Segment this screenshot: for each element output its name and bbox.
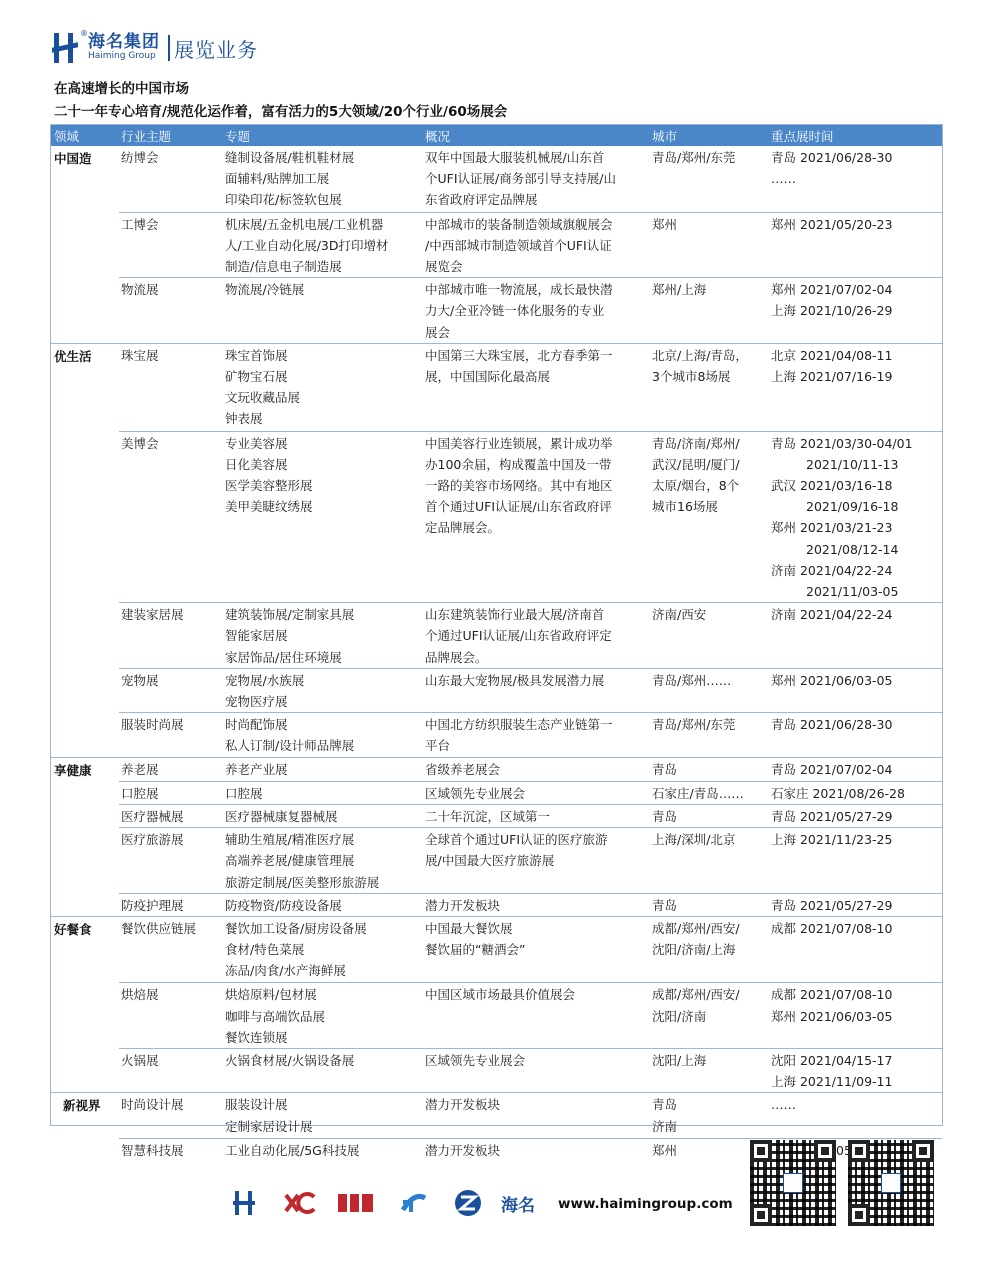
theme-cell: 物流展 [121,282,159,298]
table-row [119,917,942,983]
topic-line: 文玩收藏品展 [225,390,301,406]
summary-line: 全球首个通过UFI认证的医疗旅游 [425,832,608,848]
website-url[interactable]: www.haimingroup.com [558,1196,733,1212]
summary-line: 区域领先专业展会 [425,785,526,801]
summary-cell [425,147,649,211]
summary-line: 东省政府评定品牌展 [425,192,538,208]
date-cell [771,433,943,603]
date-cell [771,670,943,691]
date-line: 2021/10/11-13 [806,456,899,472]
summary-line: 展会 [425,324,451,340]
date-line: 济南 2021/04/22-24 [771,562,893,578]
date-line: 沈阳 2021/04/15-17 [771,1053,893,1069]
city-cell [652,433,767,518]
summary-line: 餐饮届的“糖酒会” [425,942,526,958]
table-row [119,893,942,916]
city-cell [652,783,767,804]
topic-line: 防疫物资/防疫设备展 [225,897,342,913]
city-line: 济南/西安 [652,607,707,623]
topic-cell [225,829,421,893]
city-cell [652,279,767,300]
summary-cell [425,1094,649,1115]
h-wave-logo-icon [400,1188,428,1218]
topic-cell [225,279,421,300]
city-cell [652,1050,767,1071]
haiming-logo-text: 海名 [501,1195,535,1216]
city-line: 上海/深圳/北京 [652,832,736,848]
city-line: 沈阳/上海 [652,1053,707,1069]
brand-divider [168,35,170,61]
summary-line: 中国北方纺织服装生态产业链第一 [425,717,613,733]
city-line: 郑州/上海 [652,282,707,298]
date-line: 青岛 2021/06/28-30 [771,717,893,733]
footer [0,1130,987,1240]
summary-cell [425,806,649,827]
topic-line: 珠宝首饰展 [225,347,288,363]
summary-line: 个通过UFI认证展/山东省政府评定 [425,628,612,644]
date-line: 青岛 2021/06/28-30 [771,150,893,165]
city-cell [652,918,767,960]
topic-line: 餐饮连锁展 [225,1029,288,1045]
table-row [119,668,942,712]
theme-cell: 纺博会 [121,150,159,165]
date-line: 成都 2021/07/08-10 [771,920,893,936]
topic-line: 旅游定制展/医美整形旅游展 [225,874,380,890]
table-group [51,916,942,1093]
date-cell [771,806,943,827]
city-line: 青岛 [652,1097,678,1113]
theme-cell: 智慧科技展 [121,1142,184,1158]
city-cell [652,714,767,735]
city-line: 青岛 [652,808,678,824]
summary-line: 省级养老展会 [425,761,501,777]
summary-line: 中国最大餐饮展 [425,920,513,936]
topic-line: 面辅料/贴牌加工展 [225,171,330,187]
topic-line: 日化美容展 [225,456,288,472]
city-cell [652,214,767,235]
summary-line: 定品牌展会。 [425,520,501,536]
city-line: 济南 [652,1118,678,1134]
topic-line: 机床展/五金机电展/工业机器 [225,216,384,232]
summary-cell [425,918,649,960]
date-line: …… [771,171,796,187]
topic-line: 物流展/冷链展 [225,282,305,298]
date-line: 郑州 2021/06/03-05 [771,1008,893,1024]
date-line: 郑州 2021/07/02-04 [771,282,893,298]
city-cell [652,670,767,691]
date-cell [771,604,943,625]
theme-cell: 防疫护理展 [121,897,184,913]
registered-mark: ® [80,29,88,38]
topic-cell [225,147,421,211]
topic-line: 餐饮加工设备/厨房设备展 [225,920,367,936]
exhibition-table [50,124,943,1158]
city-cell [652,604,767,625]
city-line: 成都/郑州/西安/ [652,987,740,1003]
city-line: 郑州 [652,1142,678,1158]
date-line: 上海 2021/07/16-19 [771,368,893,384]
summary-cell [425,345,649,387]
summary-line: 个UFI认证展/商务部引导支持展/山 [425,171,616,187]
date-cell [771,345,943,387]
division-title: 展览业务 [174,37,258,62]
summary-line: 展览会 [425,259,463,274]
summary-line: 中部城市的装备制造领域旗舰展会 [425,216,613,232]
summary-line: 双年中国最大服装机械展/山东首 [425,150,605,165]
headline-line-2: 二十一年专心培育/规范化运作着，富有活力的5大领域/20个行业/60场展会 [54,104,508,120]
city-cell [652,895,767,916]
summary-line: 首个通过UFI认证展/山东省政府评 [425,499,612,515]
date-cell [771,783,943,804]
column-header-topics: 专题 [225,129,251,144]
topic-line: 医疗器械康复器械展 [225,808,338,824]
topic-cell [225,1050,421,1071]
topic-line: 矿物宝石展 [225,368,288,384]
table-row [119,827,942,893]
city-line: 青岛/郑州/东莞 [652,150,736,165]
qr-code-icon [848,1140,934,1226]
summary-line: 山东最大宠物展/极具发展潜力展 [425,672,605,688]
theme-cell: 服装时尚展 [121,717,184,733]
headline-line-1: 在高速增长的中国市场 [54,81,189,97]
topic-line: 咖啡与高端饮品展 [225,1008,326,1024]
summary-line: 中国第三大珠宝展，北方春季第一 [425,347,613,363]
table-row [119,602,942,668]
date-line: 2021/05/20-23 [799,1142,893,1158]
summary-line: 平台 [425,738,451,754]
topic-line: 建筑装饰展/定制家具展 [225,607,355,623]
domain-label: 中国造 [54,151,92,166]
date-cell [771,279,943,321]
summary-cell [425,433,649,539]
city-line: 3个城市8场展 [652,368,731,384]
date-line: 石家庄 2021/08/26-28 [771,785,905,801]
city-line: 石家庄/青岛…… [652,785,744,801]
summary-line: 办100余届，构成覆盖中国及一带 [425,456,612,472]
table-row [119,146,942,212]
city-cell [652,147,767,168]
theme-cell: 建装家居展 [121,607,184,623]
city-line: 武汉/昆明/厦门/ [652,456,740,472]
date-line: 青岛 2021/05/27-29 [771,808,893,824]
date-line: 武汉 2021/03/16-18 [771,477,893,493]
mmb-logo-icon [336,1188,376,1218]
theme-cell: 餐饮供应链展 [121,920,197,936]
topic-cell [225,670,421,712]
topic-line: 医学美容整形展 [225,477,313,493]
date-cell [771,984,943,1026]
summary-line: 山东建筑装饰行业最大展/济南首 [425,607,605,623]
topic-line: 家居饰品/居住环境展 [225,649,342,665]
theme-cell: 医疗旅游展 [121,832,184,848]
topic-line: 印染印花/标签软包展 [225,192,342,208]
summary-line: 展/中国最大医疗旅游展 [425,853,555,869]
topic-line: 工业自动化展/5G科技展 [225,1142,360,1158]
column-header-domain: 领域 [54,129,80,144]
table-row [119,431,942,603]
summary-line: 品牌展会。 [425,649,488,665]
topic-line: 高端养老展/健康管理展 [225,853,355,869]
date-line: 济南 2021/04/22-24 [771,607,893,623]
table-row [119,781,942,804]
column-header-theme: 行业主题 [121,129,172,144]
summary-cell [425,829,649,871]
table-row [119,1048,942,1092]
summary-cell [425,984,649,1005]
date-line: 郑州 2021/05/20-23 [771,216,893,232]
topic-cell [225,345,421,430]
topic-line: 口腔展 [225,785,263,801]
date-line: 青岛 2021/03/30-04/01 [771,435,913,451]
theme-cell: 养老展 [121,761,159,777]
date-line: 2021/09/16-18 [806,499,899,515]
date-cell [771,759,943,780]
haiming-text-logo [498,1188,538,1218]
date-cell [771,918,943,939]
topic-line: 定制家居设计展 [225,1118,313,1134]
city-cell [652,345,767,387]
domain-label: 好餐食 [54,921,92,937]
city-cell [652,984,767,1026]
topic-cell [225,918,421,982]
topic-line: 私人订制/设计师品牌展 [225,738,355,754]
date-cell [771,1050,943,1092]
summary-cell [425,214,649,278]
domain-label: 享健康 [54,762,92,778]
date-line: 郑州 2021/03/21-23 [771,520,893,536]
city-line: 青岛 [652,761,678,777]
topic-line: 人/工业自动化展/3D打印增材 [225,237,389,253]
column-header-dates: 重点展时间 [771,129,834,144]
date-line: …… [771,1097,796,1113]
topic-line: 专业美容展 [225,435,288,451]
topic-cell [225,984,421,1048]
city-line: 青岛/郑州…… [652,672,732,688]
theme-cell: 火锅展 [121,1053,159,1069]
topic-cell [225,604,421,668]
brand [88,34,160,61]
city-line: 青岛/济南/郑州/ [652,435,740,451]
city-line: 沈阳/济南 [652,1008,707,1024]
city-line: 成都/郑州/西安/ [652,920,740,936]
topic-line: 制造/信息电子制造展 [225,259,342,274]
summary-line: 潜力开发板块 [425,897,501,913]
topic-line: 美甲美睫纹绣展 [225,499,313,515]
summary-line: 中国区域市场最具价值展会 [425,987,576,1003]
theme-cell: 工博会 [121,216,159,232]
table-body [51,146,942,1161]
theme-cell: 珠宝展 [121,347,159,363]
city-line: 北京/上海/青岛， [652,347,748,363]
topic-line: 火锅食材展/火锅设备展 [225,1053,355,1069]
date-cell [771,1094,943,1115]
date-line: 青岛 2021/07/02-04 [771,761,893,777]
summary-cell [425,1050,649,1071]
summary-cell [425,895,649,916]
date-line: 上海 2021/11/23-25 [771,832,893,848]
summary-cell [425,604,649,668]
xc-logo-icon [283,1188,319,1218]
table-row [119,277,942,343]
date-line: 成都 2021/07/08-10 [771,987,893,1003]
qr-code-icon [750,1140,836,1226]
topic-line: 缝制设备展/鞋机鞋材展 [225,150,355,165]
domain-label: 优生活 [54,348,92,364]
topic-line: 烘焙原料/包材展 [225,987,317,1003]
date-line: 上海 2021/10/26-29 [771,303,893,319]
topic-line: 智能家居展 [225,628,288,644]
summary-line: 一路的美容市场网络。其中有地区 [425,477,613,493]
summary-cell [425,783,649,804]
city-line: 城市16场展 [652,499,718,515]
table-row [119,982,942,1048]
topic-cell [225,895,421,916]
date-cell [771,147,943,189]
city-line: 沈阳/济南/上海 [652,942,736,958]
haiming-h-logo-icon [230,1188,260,1218]
date-cell [771,895,943,916]
topic-cell [225,806,421,827]
table-row [119,212,942,278]
topic-cell [225,714,421,756]
topic-line: 冻品/肉食/水产海鲜展 [225,963,346,979]
summary-cell [425,279,649,343]
date-line: 郑州 2021/06/03-05 [771,672,893,688]
topic-cell [225,214,421,278]
topic-line: 养老产业展 [225,761,288,777]
date-line: 北京 2021/04/08-11 [771,347,893,363]
date-cell [771,714,943,735]
topic-line: 时尚配饰展 [225,717,288,733]
topic-line: 宠物医疗展 [225,693,288,709]
topic-cell [225,433,421,518]
summary-cell [425,759,649,780]
table-row [119,712,942,756]
summary-line: 中国美容行业连锁展，累计成功举 [425,435,613,451]
topic-line: 服装设计展 [225,1097,288,1113]
date-line: 2021/08/12-14 [806,541,899,557]
date-line: 青岛 2021/05/27-29 [771,897,893,913]
topic-cell [225,783,421,804]
city-cell [652,806,767,827]
table-group [51,343,942,757]
summary-line: 展，中国国际化最高展 [425,368,551,384]
theme-cell: 口腔展 [121,785,159,801]
theme-cell: 时尚设计展 [121,1097,184,1113]
city-cell [652,759,767,780]
summary-cell [425,714,649,756]
theme-cell: 宠物展 [121,672,159,688]
date-line: 上海 2021/11/09-11 [771,1074,893,1090]
header [52,28,258,68]
summary-line: 潜力开发板块 [425,1097,501,1113]
brand-name-en: Haiming Group [88,51,156,62]
city-cell [652,829,767,850]
table-header [51,125,942,146]
table-row [119,804,942,827]
summary-line: 潜力开发板块 [425,1142,501,1158]
topic-cell [225,759,421,780]
city-line: 青岛/郑州/东莞 [652,717,736,733]
haiming-logo-icon [52,29,88,65]
haiming-z-logo-icon [450,1188,486,1218]
summary-line: /中西部城市制造领域首个UFI认证 [425,237,612,253]
summary-line: 力大/全亚冷链一体化服务的专业 [425,303,605,319]
column-header-city: 城市 [652,129,678,144]
topic-line: 钟表展 [225,411,263,427]
column-header-summary: 概况 [425,129,451,144]
table-group [51,146,942,343]
city-line: 郑州 [652,216,678,232]
date-line: 2021/11/03-05 [806,584,899,599]
theme-cell: 烘焙展 [121,987,159,1003]
topic-line: 辅助生殖展/精准医疗展 [225,832,355,848]
topic-line: 宠物展/水族展 [225,672,305,688]
date-cell [771,829,943,850]
city-line: 青岛 [652,897,678,913]
table-group [51,757,942,916]
table-row [119,758,942,781]
domain-label: 新视界 [63,1098,101,1114]
date-cell [771,214,943,235]
summary-cell [425,670,649,691]
table-row [119,344,942,431]
theme-cell: 美博会 [121,435,159,451]
summary-line: 二十年沉淀，区域第一 [425,808,551,824]
topic-line: 食材/特色菜展 [225,942,305,958]
brand-name-cn: 海名集团 [88,32,160,53]
summary-line: 中部城市唯一物流展，成长最快潜 [425,282,613,298]
theme-cell: 医疗器械展 [121,808,184,824]
summary-line: 区域领先专业展会 [425,1053,526,1069]
city-line: 太原/烟台，8个 [652,477,740,493]
